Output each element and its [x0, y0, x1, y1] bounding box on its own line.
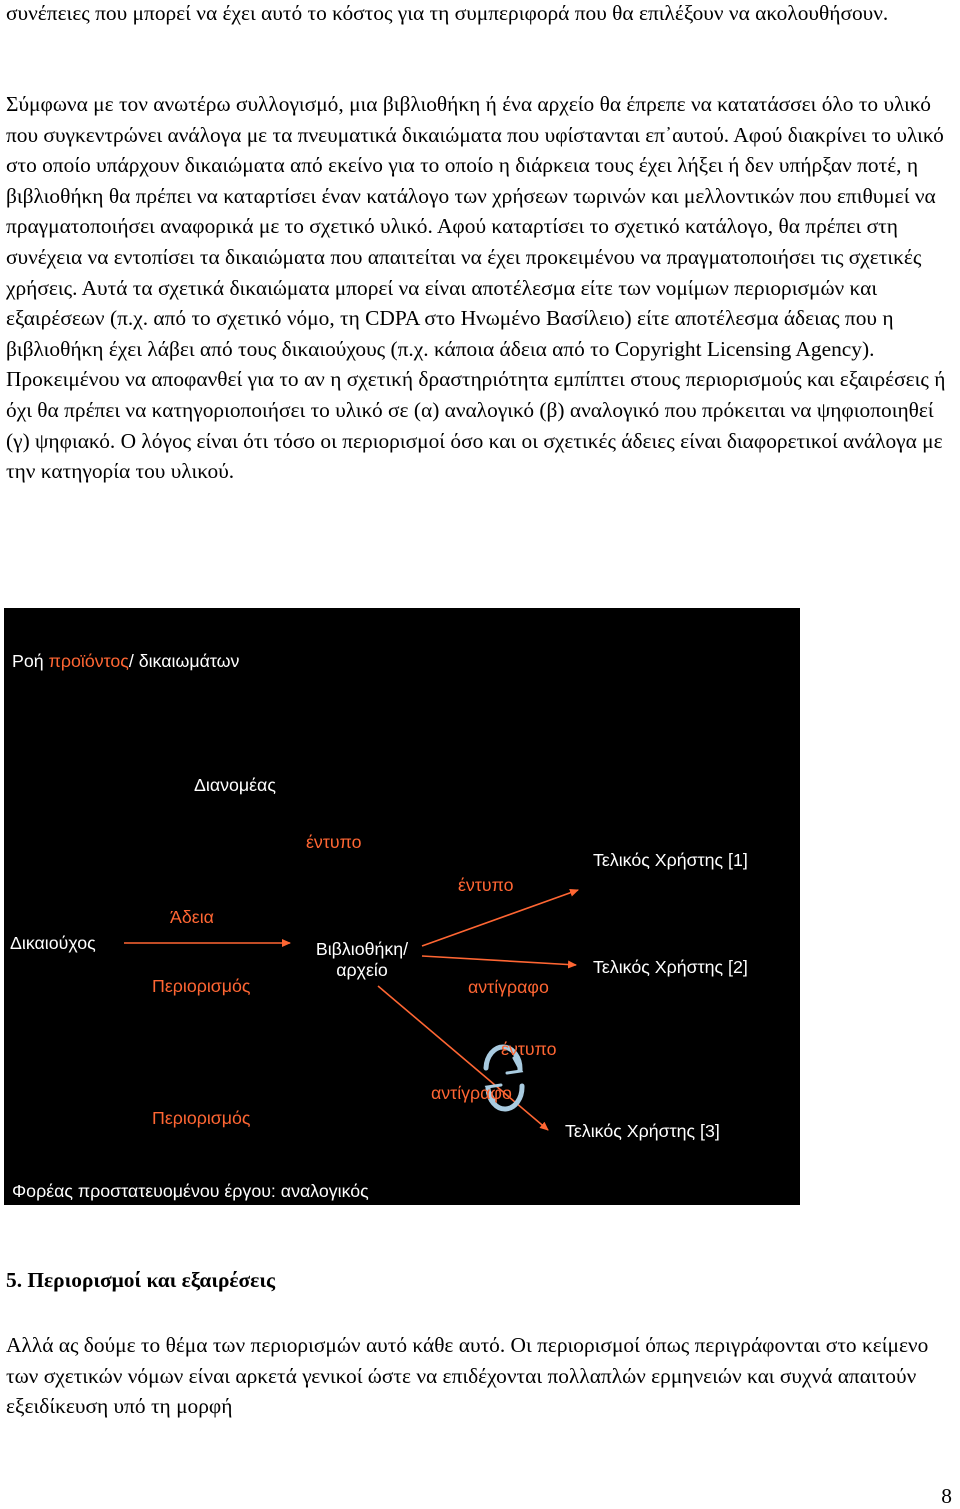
license-label: Άδεια [170, 907, 214, 927]
restriction-label-2: Περιορισμός [152, 1108, 251, 1128]
diagram-title-part2: προϊόντος [48, 651, 129, 671]
paragraph-restrictions: Αλλά ας δούμε το θέμα των περιορισμών αυτό κάθε αυτό. Οι περιορισμοί όπως περιγράφονται στο κείμενο των σχετικών νόμων είναι αρκετά γενικοί ώστε να επιδέχονται πολλαπλών ερμηνειών και συχνά απαιτούν εξειδίκευση υπό τη μορφή [6, 1333, 929, 1419]
print-label-3: έντυπο [501, 1039, 557, 1059]
copy-label-2: αντίγραφο [431, 1083, 512, 1103]
page-number: 8 [941, 1484, 952, 1508]
library-label-line1: Βιβλιοθήκη/ [315, 939, 409, 959]
rights-flow-diagram [4, 608, 800, 1205]
print-label-2: έντυπο [458, 875, 514, 895]
library-label [304, 939, 420, 981]
restriction-label-1: Περιορισμός [152, 976, 251, 996]
distributor-label: Διανομέας [194, 775, 276, 795]
end-user-2-label: Τελικός Χρήστης [2] [593, 957, 748, 977]
diagram-title-part3: / δικαιωμάτων [128, 651, 240, 671]
diagram-title [12, 651, 239, 672]
print-label-1: έντυπο [306, 832, 362, 852]
diagram-title-part1: Ροή [12, 651, 49, 671]
diagram-footer: Φορέας προστατευομένου έργου: αναλογικός [12, 1181, 369, 1201]
arrow-library-to-end-user-1 [422, 890, 578, 946]
end-user-3-label: Τελικός Χρήστης [3] [565, 1121, 720, 1141]
diagram-arrows [4, 608, 800, 1205]
paragraph-classification: Σύμφωνα με τον ανωτέρω συλλογισμό, μια βιβλιοθήκη ή ένα αρχείο θα έπρεπε να κατατάσσει όλο το υλικό που συγκεντρώνει ανάλογα με τα πνευματικά δικαιώματα που υφίστανται επ᾽αυτού. Αφού διακρίνει το υλικό στο οποίο υπάρχουν δικαιώματα από εκείνο για το οποίο η διάρκεια τους έχει λήξει ή δεν υπήρξαν ποτέ, η βιβλιοθήκη θα πρέπει να καταρτίσει έναν κατάλογο των χρήσεων τωρινών και μελλοντικών που επιθυμεί να πραγματοποιήσει αναφορικά με το σχετικό υλικό. Αφού καταρτίσει το σχετικό κατάλογο, θα πρέπει στη συνέχεια να εντοπίσει τα δικαιώματα που απαιτείται να έχει προκειμένου να πραγματοποιήσει τις σχετικές χρήσεις. Αυτά τα σχετικά δικαιώματα μπορεί να είναι αποτέλεσμα είτε των νομίμων περιορισμών και εξαιρέσεων (π.χ. από το σχετικό νόμο, τη CDPA στο Ηνωμένο Βασίλειο) είτε αποτέλεσμα άδειας που η βιβλιοθήκη έχει λάβει από τους δικαιούχους (π.χ. κάποια άδεια από το Copyright Licensing Agency). Προκειμένου να αποφανθεί για το αν η σχετική δραστηριότητα εμπίπτει στους περιορισμούς και εξαιρέσεις ή όχι θα πρέπει να κατηγοριοποιήσει το υλικό σε (α) αναλογικό (β) αναλογικό που πρόκειται να ψηφιοποιηθεί (γ) ψηφιακό. Ο λόγος είναι ότι τόσο οι περιορισμοί όσο και οι σχετικές άδειες είναι διαφορετικοί ανάλογα με την κατηγορία του υλικού. [6, 92, 946, 484]
copy-label-1: αντίγραφο [468, 977, 549, 997]
library-label-line2: αρχείο [336, 960, 388, 980]
arrow-library-to-end-user-2 [422, 956, 576, 965]
rightsholder-label: Δικαιούχος [10, 933, 96, 953]
end-user-1-label: Τελικός Χρήστης [1] [593, 850, 748, 870]
paragraph-intro: συνέπειες που μπορεί να έχει αυτό το κόστος για τη συμπεριφορά που θα επιλέξουν να ακολουθήσουν. [6, 1, 889, 25]
section-heading: 5. Περιορισμοί και εξαιρέσεις [6, 1268, 275, 1292]
